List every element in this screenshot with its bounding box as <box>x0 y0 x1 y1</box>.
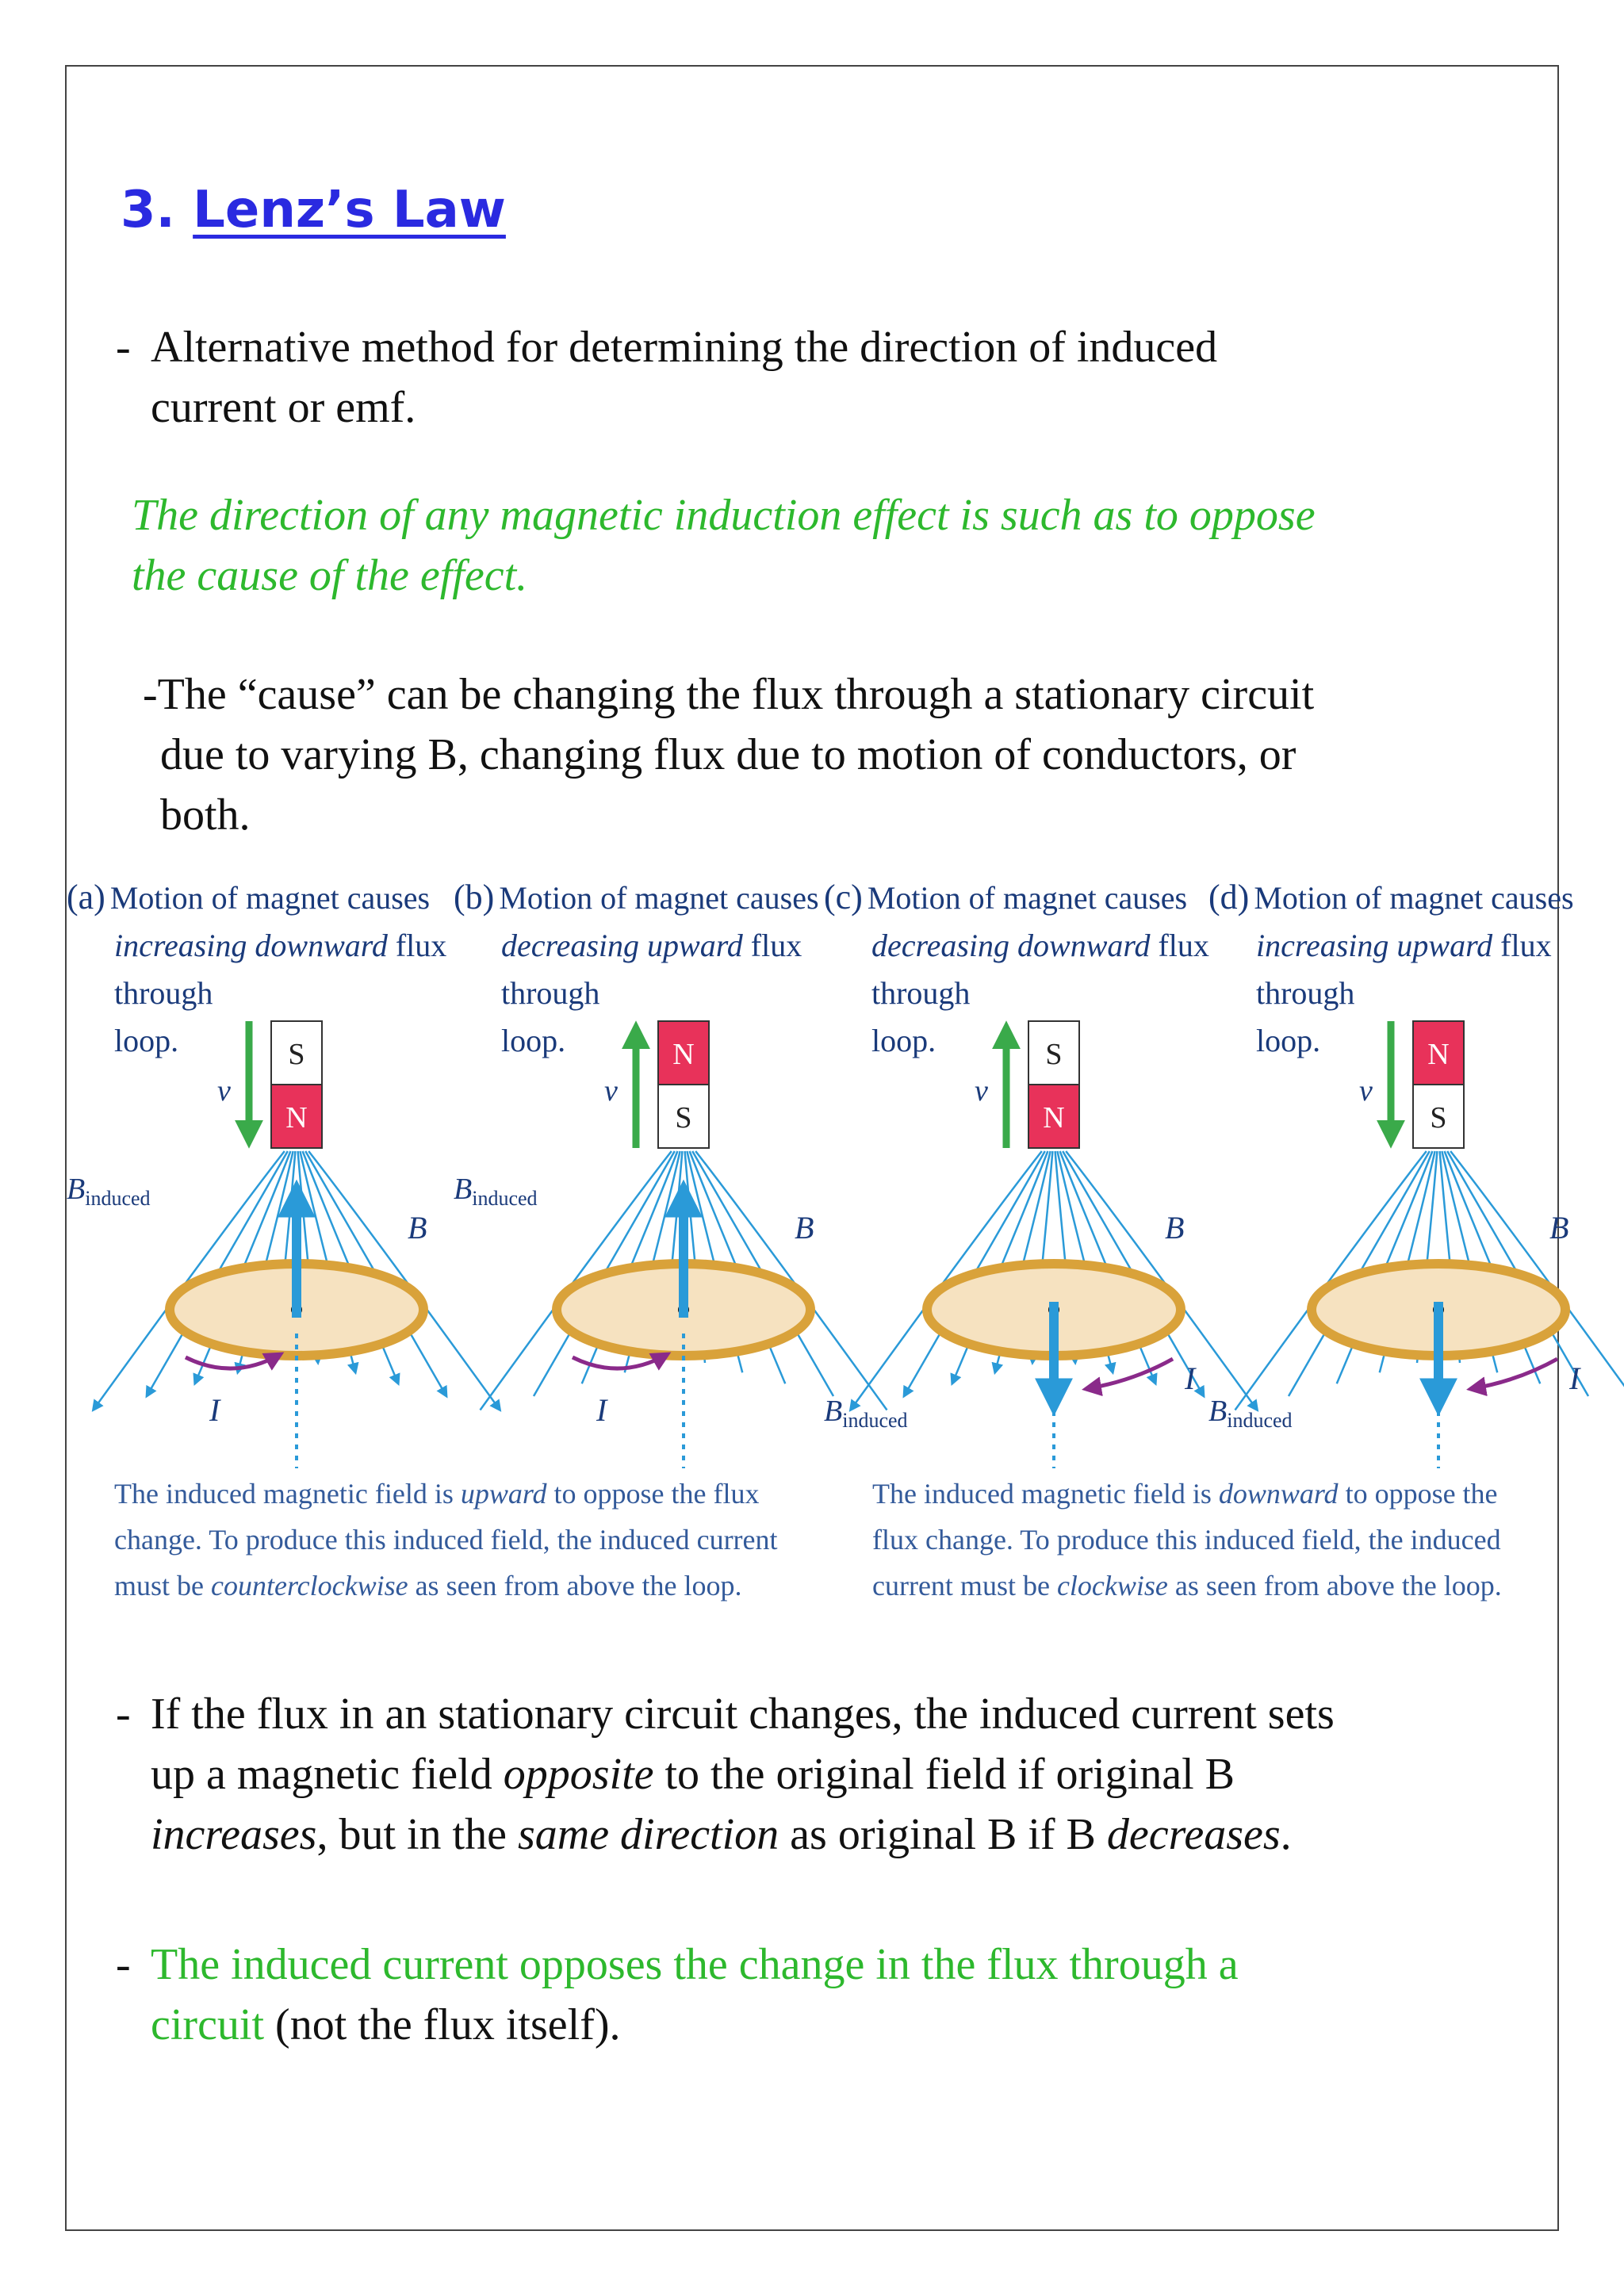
magnet-bottom-label: S <box>1430 1101 1447 1135</box>
current-label: I <box>209 1392 220 1428</box>
caption-right <box>872 1478 1502 1601</box>
panel-caption-line: (c) Motion of magnet causes <box>824 878 1188 916</box>
panel-caption-line: loop. <box>871 1023 936 1058</box>
panel-d <box>1208 878 1624 1468</box>
current-label: I <box>1569 1360 1580 1396</box>
magnet-bottom-label: N <box>1043 1101 1065 1135</box>
statement-line: The direction of any magnetic induction effect is such as to oppose <box>132 491 1316 540</box>
svg-text:must be counterclockwise as se: must be counterclockwise as seen from above the loop. <box>114 1570 742 1601</box>
induced-field-label: $B_{induced}$ <box>1208 1395 1293 1432</box>
bullet-line: If the flux in an stationary circuit changes, the induced current sets <box>151 1689 1335 1739</box>
panel-caption-line: increasing downward flux <box>114 928 447 963</box>
bullet-line: circuit (not the flux itself). <box>151 2000 621 2049</box>
bullet-alternative-method <box>116 317 1218 438</box>
field-label: B <box>1165 1210 1185 1246</box>
magnet-top-label: S <box>288 1038 305 1071</box>
panel-caption-line: loop. <box>114 1023 179 1058</box>
svg-text:The induced magnetic field is: The induced magnetic field is downward to oppose the <box>872 1478 1498 1510</box>
section-title <box>121 181 506 239</box>
panel-c <box>824 878 1258 1468</box>
svg-text:change. To produce this induc: change. To produce this induced field, the induced current <box>114 1524 778 1556</box>
bullet-dash: - <box>116 323 131 372</box>
panel-caption-line: loop. <box>501 1023 566 1058</box>
bullet-line: current or emf. <box>151 383 416 432</box>
bullet-line: up a magnetic field opposite to the original field if original B <box>151 1750 1235 1799</box>
bullet-dash: - <box>116 1940 131 1989</box>
current-label: I <box>1185 1360 1196 1396</box>
magnet-top-label: S <box>1045 1038 1063 1071</box>
field-label: B <box>795 1210 814 1246</box>
magnet-top-label: N <box>672 1038 695 1071</box>
panel-caption-line: (b) Motion of magnet causes <box>454 878 819 916</box>
caption-left <box>114 1478 778 1601</box>
lenz-statement <box>132 485 1316 606</box>
current-arrow <box>1086 1359 1173 1389</box>
velocity-label: v <box>1359 1074 1373 1108</box>
panel-caption-line: through <box>1256 975 1355 1011</box>
section-heading: Lenz’s Law <box>193 181 506 239</box>
lenz-figure <box>67 871 1580 1632</box>
panel-caption-line: decreasing upward flux <box>501 928 802 963</box>
velocity-label: v <box>604 1074 618 1108</box>
panel-caption-line: loop. <box>1256 1023 1321 1058</box>
current-arrow <box>1470 1359 1557 1389</box>
section-number: 3. <box>121 181 175 239</box>
induced-field-label: $B_{induced}$ <box>67 1173 151 1210</box>
cause-line: both. <box>160 790 251 840</box>
panel-b <box>454 878 887 1468</box>
panel-caption-line: increasing upward flux <box>1256 928 1552 963</box>
induced-field-label: $B_{induced}$ <box>824 1395 908 1432</box>
velocity-label: v <box>975 1074 988 1108</box>
field-label: B <box>408 1210 427 1246</box>
bullet-line: increases, but in the same direction as original B if B decreases. <box>151 1810 1292 1859</box>
velocity-label: v <box>217 1074 231 1108</box>
cause-line: -The “cause” can be changing the flux through a stationary circuit <box>143 670 1315 719</box>
svg-text:flux change. To produce this: flux change. To produce this induced field, the induced <box>872 1524 1501 1556</box>
magnet-bottom-label: S <box>675 1101 692 1135</box>
bullet-stationary-circuit <box>116 1684 1335 1865</box>
bullet-opposes-change <box>116 1934 1239 2055</box>
panel-a <box>67 878 500 1468</box>
field-label: B <box>1549 1210 1569 1246</box>
panel-caption-line: decreasing downward flux <box>871 928 1209 963</box>
panel-caption-line: through <box>114 975 213 1011</box>
panel-caption-line: through <box>501 975 600 1011</box>
bullet-dash: - <box>116 1689 131 1739</box>
panel-caption-line: through <box>871 975 971 1011</box>
panel-caption-line: (a) Motion of magnet causes <box>67 878 431 916</box>
statement-line: the cause of the effect. <box>132 551 528 600</box>
induced-field-label: $B_{induced}$ <box>454 1173 538 1210</box>
bullet-line: Alternative method for determining the direction of induced <box>151 323 1218 372</box>
magnet-bottom-label: N <box>285 1101 308 1135</box>
bullet-line: The induced current opposes the change in the flux through a <box>151 1940 1239 1989</box>
magnet-top-label: N <box>1427 1038 1450 1071</box>
current-label: I <box>596 1392 607 1428</box>
cause-line: due to varying B, changing flux due to motion of conductors, or <box>160 730 1297 779</box>
svg-text:current must be clockwise as s: current must be clockwise as seen from above the loop. <box>872 1570 1502 1601</box>
svg-text:The induced magnetic field is: The induced magnetic field is upward to oppose the flux <box>114 1478 760 1510</box>
cause-paragraph <box>143 664 1314 845</box>
panel-caption-line: (d) Motion of magnet causes <box>1208 878 1574 916</box>
